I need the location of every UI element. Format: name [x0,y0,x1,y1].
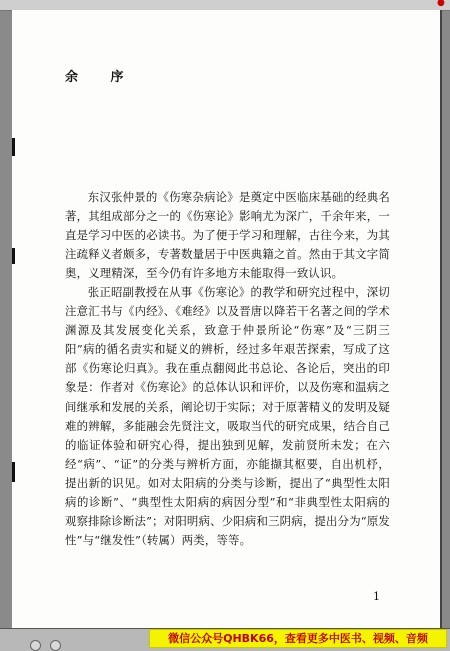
scan-edge-mark [12,248,15,264]
watermark-banner: 微信公众号QHBK66，查看更多中医书、视频、音频 [149,629,447,648]
pin-icon: ● [437,0,445,8]
nav-circle-icon[interactable] [30,640,41,651]
paragraph: 张正昭副教授在从事《伤寒论》的教学和研究过程中，深切注意汇书与《内经》、《难经》以及晋唐以降若干名著之间的学术渊源及其发展变化关系，致意于仲景所论“伤寒”及“三阴三阳”病的循名责实和疑义的辨析，经过多年艰苦探索，写成了这部《伤寒论归真》。我在重点翻阅此书总论、各论后，突出的印象是：作者对《伤寒论》的总体认识和评价，以及伤寒和温病之间继承和发展的关系，阐论切于实际；对于原著精义的发明及疑难的辨解，多能融会先贤注文，吸取当代的研究成果，结合自己的临证体验和研究心得，提出独到见解，发前贤所未发；在六经“病”、“证”的分类与辨析方面，亦能撷其枢要，自出机杼，提出新的识见。如对太阳病的分类与诊断，提出了“典型性太阳病的诊断”、“典型性太阳病的病因分型”和“非典型性太阳病的观察排除诊断法”；对阳明病、少阳病和三阴病，提出分为“原发性”与“继发性”（转属）两类，等等。 [65,285,390,547]
nav-circle-icon[interactable] [50,640,61,651]
paragraph: 东汉张仲景的《伤寒杂病论》是奠定中医临床基础的经典名著，其组成部分之一的《伤寒论》影响尤为深广，千余年来，一直是学习中医的必读书。为了便于学习和理解，古往今来，为其注疏释义者颇多，专著数量居于中医典籍之首。然由于其文字简奥，义理精深，至今仍有许多地方未能取得一致认识。 [65,190,390,281]
scan-edge-mark [12,462,15,482]
section-title: 余 序 [65,70,138,85]
document-page [12,10,442,628]
page-number: 1 [373,590,380,603]
scan-edge-mark [12,138,15,156]
body-text [65,188,390,550]
